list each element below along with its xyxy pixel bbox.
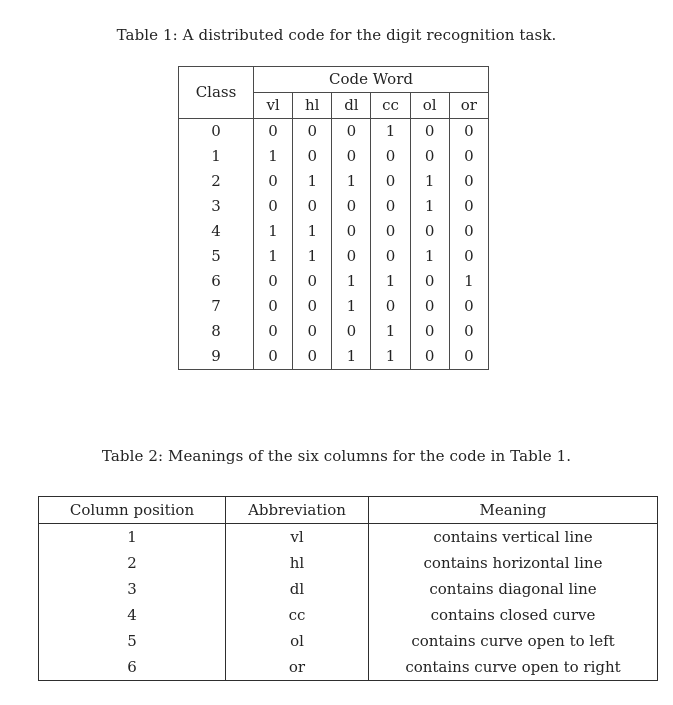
table-row	[39, 524, 658, 551]
cell-dl: 1	[332, 269, 371, 294]
cell-or: 0	[449, 244, 488, 269]
cell-or: 0	[449, 144, 488, 169]
cell-hl: 0	[293, 344, 332, 370]
table-2-header	[39, 497, 658, 524]
cell-or: 1	[449, 269, 488, 294]
table-row	[179, 144, 489, 169]
cell-cc: 1	[371, 269, 410, 294]
cell-dl: 0	[332, 194, 371, 219]
cell-class: 9	[179, 344, 254, 370]
cell-cc: 0	[371, 294, 410, 319]
cell-position: 6	[39, 654, 226, 681]
table-1	[178, 66, 489, 370]
cell-abbreviation: ol	[226, 628, 369, 654]
cell-dl: 1	[332, 169, 371, 194]
table-2-header-meaning: Meaning	[369, 497, 658, 524]
cell-position: 2	[39, 550, 226, 576]
cell-or: 0	[449, 344, 488, 370]
cell-vl: 0	[254, 119, 293, 145]
cell-abbreviation: hl	[226, 550, 369, 576]
cell-abbreviation: or	[226, 654, 369, 681]
cell-vl: 1	[254, 244, 293, 269]
cell-class: 7	[179, 294, 254, 319]
table-row	[179, 169, 489, 194]
table-row	[179, 294, 489, 319]
cell-vl: 0	[254, 294, 293, 319]
cell-hl: 0	[293, 194, 332, 219]
table-row	[179, 269, 489, 294]
table-1-caption: Table 1: A distributed code for the digit recognition task.	[116, 26, 557, 44]
cell-class: 6	[179, 269, 254, 294]
cell-ol: 1	[410, 244, 449, 269]
cell-or: 0	[449, 119, 488, 145]
cell-meaning: contains horizontal line	[369, 550, 658, 576]
table-1-container	[178, 66, 489, 370]
table-2-container	[38, 496, 630, 681]
table-row	[179, 344, 489, 370]
cell-class: 3	[179, 194, 254, 219]
cell-class: 1	[179, 144, 254, 169]
cell-ol: 0	[410, 144, 449, 169]
table-1-header-cc: cc	[371, 93, 410, 119]
cell-or: 0	[449, 219, 488, 244]
table-1-header-code-word: Code Word	[254, 67, 489, 93]
cell-vl: 0	[254, 169, 293, 194]
cell-cc: 0	[371, 219, 410, 244]
cell-dl: 0	[332, 119, 371, 145]
cell-ol: 0	[410, 269, 449, 294]
cell-class: 8	[179, 319, 254, 344]
cell-dl: 0	[332, 319, 371, 344]
cell-vl: 0	[254, 319, 293, 344]
cell-position: 4	[39, 602, 226, 628]
cell-ol: 0	[410, 344, 449, 370]
cell-vl: 1	[254, 219, 293, 244]
table-1-header-ol: ol	[410, 93, 449, 119]
cell-hl: 0	[293, 294, 332, 319]
cell-hl: 1	[293, 219, 332, 244]
cell-ol: 1	[410, 194, 449, 219]
cell-or: 0	[449, 294, 488, 319]
table-1-header	[179, 67, 489, 119]
cell-cc: 0	[371, 144, 410, 169]
cell-position: 5	[39, 628, 226, 654]
table-2-body	[39, 524, 658, 681]
table-2	[38, 496, 658, 681]
cell-hl: 1	[293, 244, 332, 269]
cell-meaning: contains diagonal line	[369, 576, 658, 602]
cell-meaning: contains curve open to right	[369, 654, 658, 681]
table-1-header-dl: dl	[332, 93, 371, 119]
cell-meaning: contains vertical line	[369, 524, 658, 551]
table-2-header-column-position: Column position	[39, 497, 226, 524]
table-1-body	[179, 119, 489, 370]
cell-cc: 1	[371, 119, 410, 145]
cell-class: 2	[179, 169, 254, 194]
table-row	[39, 550, 658, 576]
table-row	[179, 319, 489, 344]
table-row	[179, 119, 489, 145]
table-1-header-hl: hl	[293, 93, 332, 119]
table-2-header-abbreviation: Abbreviation	[226, 497, 369, 524]
cell-position: 3	[39, 576, 226, 602]
cell-cc: 0	[371, 244, 410, 269]
table-row	[39, 654, 658, 681]
table-1-header-vl: vl	[254, 93, 293, 119]
cell-ol: 0	[410, 219, 449, 244]
cell-dl: 0	[332, 219, 371, 244]
cell-vl: 0	[254, 269, 293, 294]
cell-abbreviation: vl	[226, 524, 369, 551]
table-1-header-row-group	[179, 67, 489, 93]
cell-meaning: contains curve open to left	[369, 628, 658, 654]
cell-abbreviation: cc	[226, 602, 369, 628]
cell-or: 0	[449, 319, 488, 344]
cell-hl: 0	[293, 269, 332, 294]
cell-ol: 0	[410, 294, 449, 319]
table-row	[179, 244, 489, 269]
cell-abbreviation: dl	[226, 576, 369, 602]
cell-ol: 0	[410, 119, 449, 145]
cell-hl: 0	[293, 144, 332, 169]
table-row	[39, 576, 658, 602]
cell-cc: 1	[371, 344, 410, 370]
table-row	[39, 602, 658, 628]
table-1-header-or: or	[449, 93, 488, 119]
table-2-header-row	[39, 497, 658, 524]
cell-dl: 1	[332, 294, 371, 319]
table-row	[179, 219, 489, 244]
cell-meaning: contains closed curve	[369, 602, 658, 628]
table-1-header-class: Class	[179, 67, 254, 119]
cell-cc: 1	[371, 319, 410, 344]
cell-dl: 1	[332, 344, 371, 370]
cell-or: 0	[449, 194, 488, 219]
cell-ol: 1	[410, 169, 449, 194]
cell-class: 5	[179, 244, 254, 269]
cell-cc: 0	[371, 194, 410, 219]
cell-vl: 0	[254, 194, 293, 219]
cell-class: 4	[179, 219, 254, 244]
cell-vl: 1	[254, 144, 293, 169]
cell-class: 0	[179, 119, 254, 145]
cell-cc: 0	[371, 169, 410, 194]
cell-hl: 1	[293, 169, 332, 194]
table-row	[39, 628, 658, 654]
cell-or: 0	[449, 169, 488, 194]
cell-dl: 0	[332, 244, 371, 269]
cell-ol: 0	[410, 319, 449, 344]
table-row	[179, 194, 489, 219]
table-2-caption: Table 2: Meanings of the six columns for the code in Table 1.	[101, 447, 572, 465]
cell-hl: 0	[293, 119, 332, 145]
cell-vl: 0	[254, 344, 293, 370]
cell-dl: 0	[332, 144, 371, 169]
cell-position: 1	[39, 524, 226, 551]
cell-hl: 0	[293, 319, 332, 344]
